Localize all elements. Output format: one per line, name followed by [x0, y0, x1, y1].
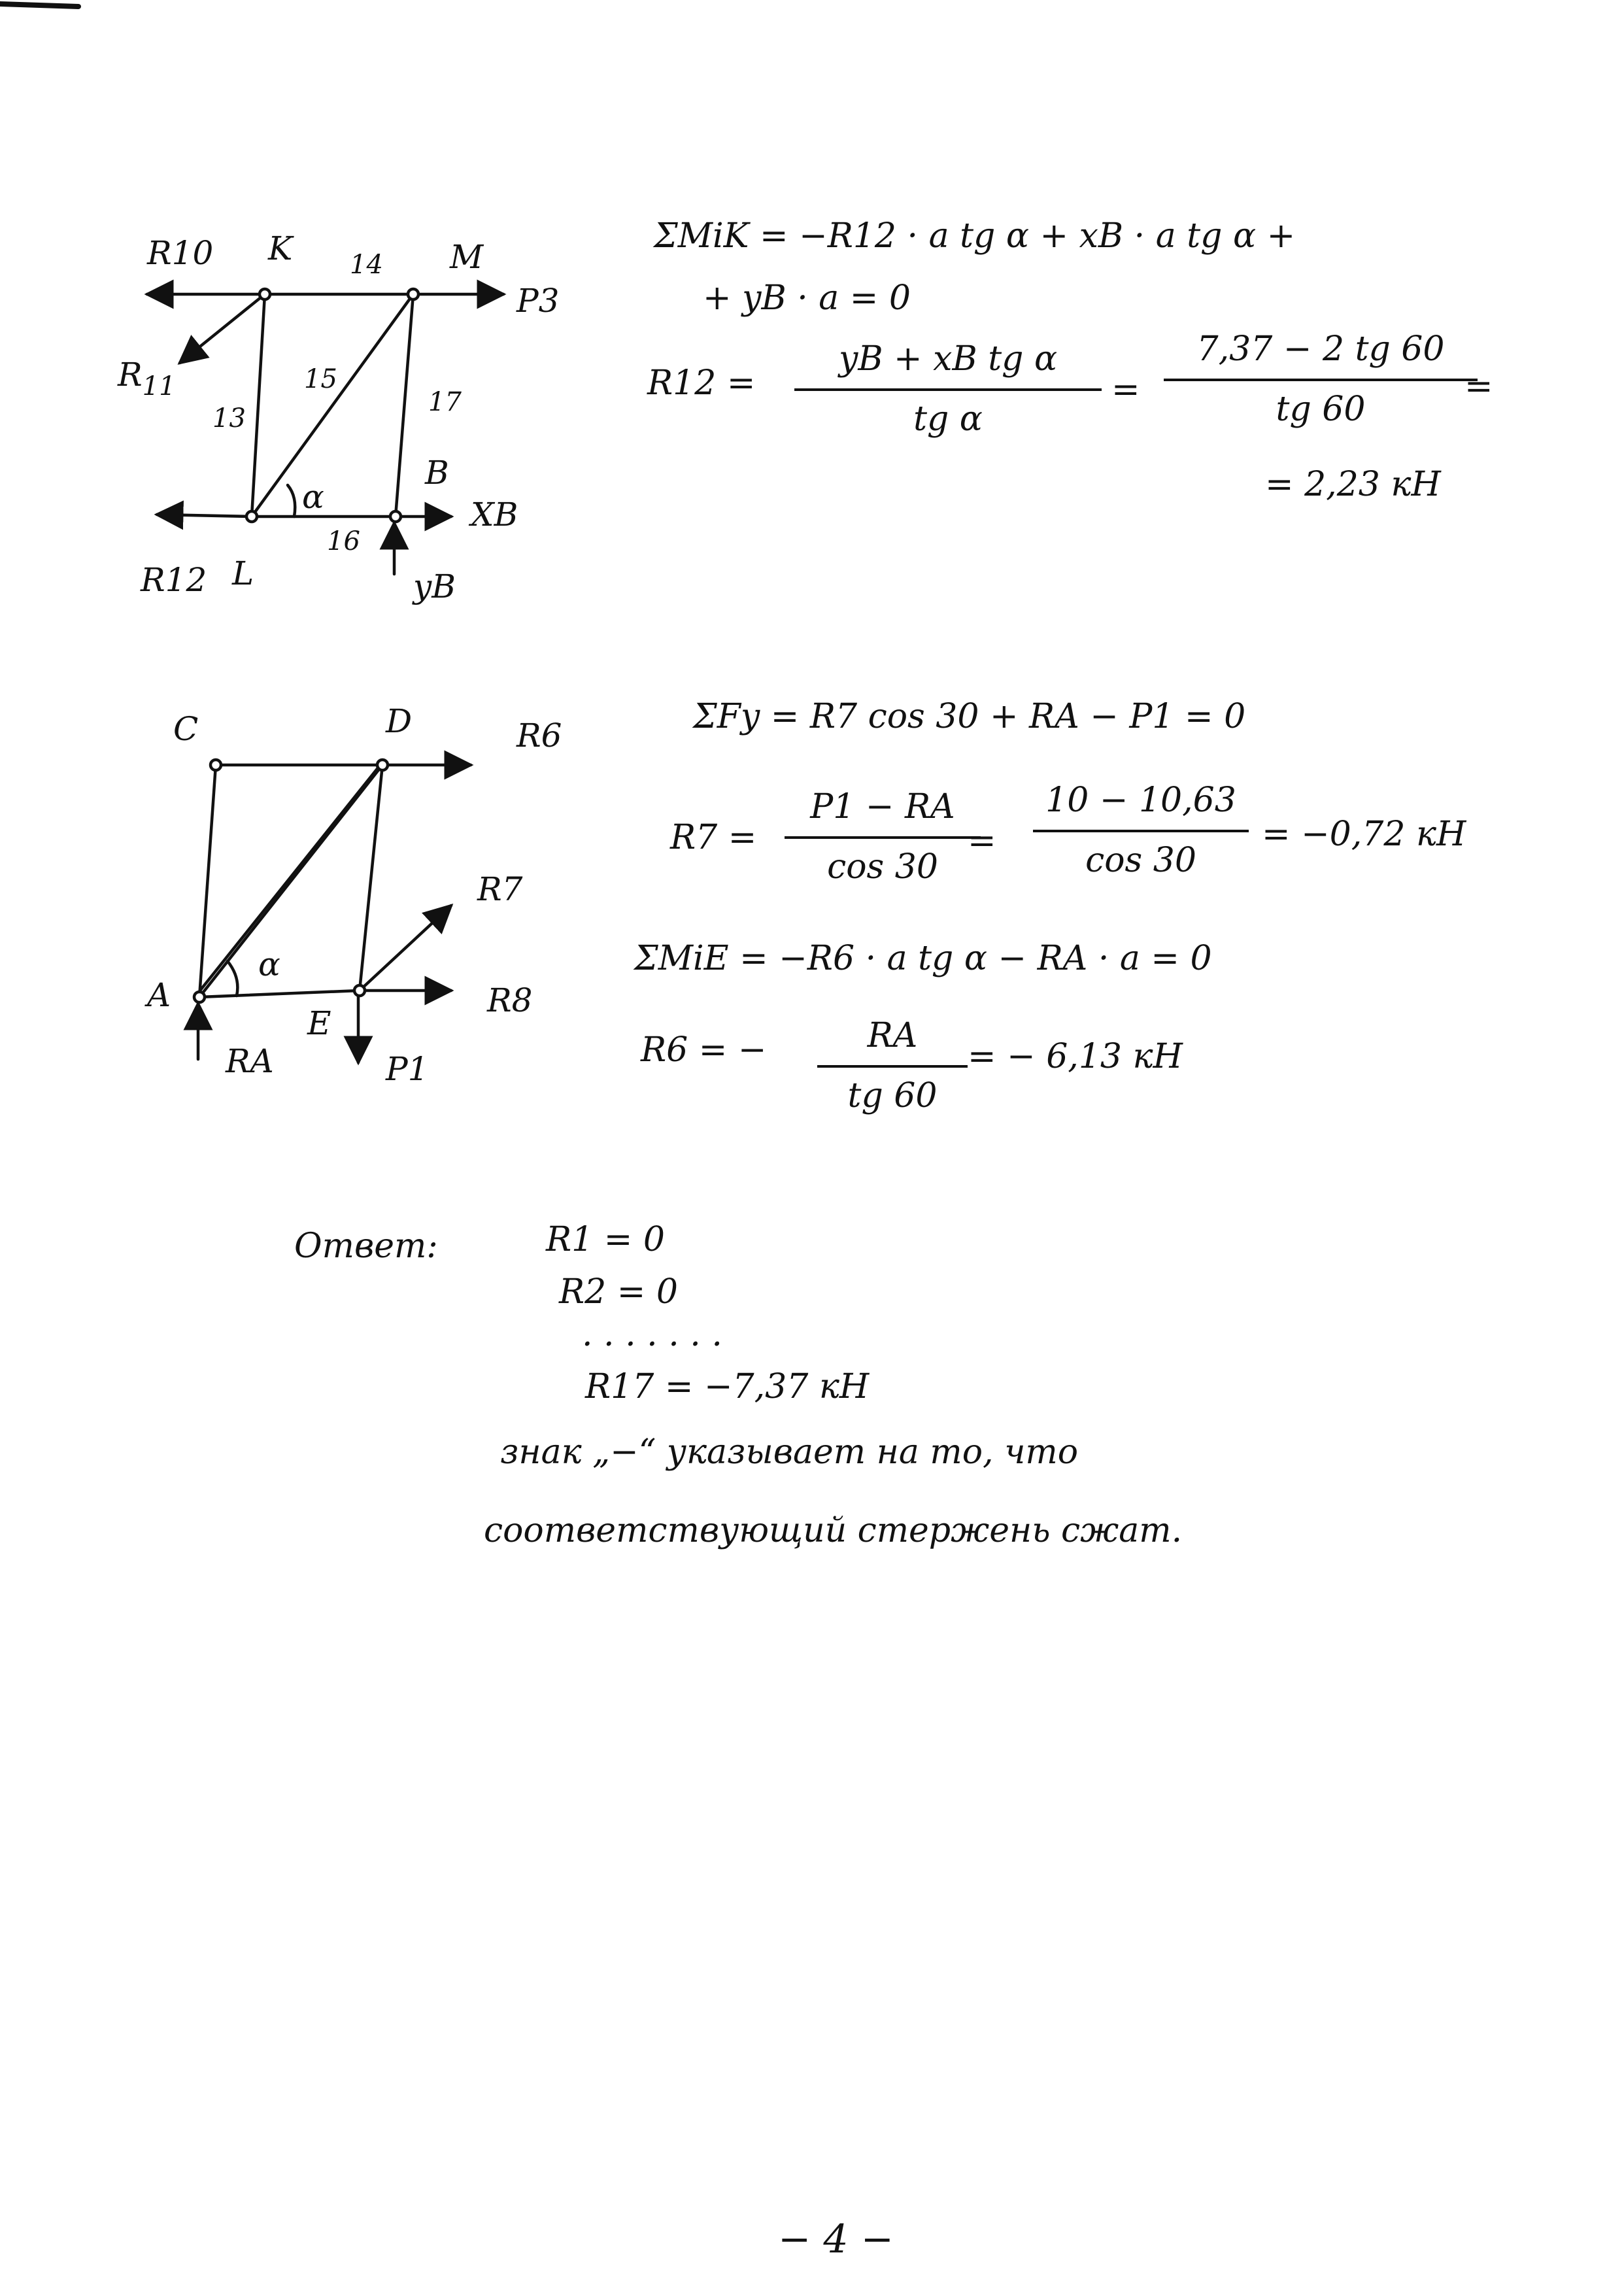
label-A: A — [147, 976, 171, 1014]
answer-heading: Ответ: — [294, 1227, 438, 1266]
fraction-denominator: tg α — [913, 399, 983, 439]
node-L — [246, 511, 257, 522]
bar-DA-double — [197, 766, 379, 994]
node-D — [377, 760, 388, 770]
answer-R17: R17 = −7,37 кН — [585, 1367, 870, 1406]
result-R12: = 2,23 кН — [1265, 465, 1441, 504]
force-R7-arrow — [360, 906, 451, 991]
label-R12: R12 — [141, 561, 207, 599]
node-K — [260, 289, 270, 299]
angle-alpha-arc-2 — [228, 961, 237, 996]
label-R6: R6 — [516, 717, 562, 755]
answer-R1: R1 = 0 — [546, 1220, 665, 1259]
angle-alpha-arc — [288, 485, 295, 517]
node-M — [408, 289, 418, 299]
page-number: − 4 − — [778, 2216, 894, 2262]
label-D: D — [386, 702, 413, 740]
equals-sign: = — [1111, 370, 1140, 409]
answer-note-line2: соответствующий стержень сжат. — [484, 1511, 1183, 1550]
answer-R2: R2 = 0 — [559, 1272, 678, 1312]
label-bar-16: 16 — [327, 526, 360, 556]
equation-R6-lhs: R6 = − — [641, 1030, 767, 1070]
fraction-bar — [817, 1065, 968, 1068]
label-R7: R7 — [477, 870, 523, 908]
truss-diagram-2 — [194, 760, 471, 1062]
label-K: K — [268, 229, 293, 267]
fraction-numerator: yB + xB tg α — [838, 339, 1058, 379]
equation-R7-lhs: R7 = — [670, 818, 757, 857]
equation-sum-moments-E: ΣMiE = −R6 · a tg α − RA · a = 0 — [634, 939, 1212, 978]
fraction-bar — [794, 388, 1102, 391]
bar-DE — [360, 765, 382, 991]
truss-diagram-1 — [147, 289, 503, 574]
node-A — [194, 992, 205, 1002]
label-C: C — [173, 710, 199, 748]
answer-note-line1: знак „−“ указывает на то, что — [500, 1433, 1079, 1472]
equation-sum-forces-y: ΣFy = R7 cos 30 + RA − P1 = 0 — [693, 697, 1246, 736]
bar-17 — [396, 294, 413, 517]
equation-sum-moments-K-cont: + yB · a = 0 — [703, 279, 911, 318]
fraction-bar — [785, 836, 981, 839]
equals-sign: = — [968, 821, 996, 860]
result-R6: = − 6,13 кН — [968, 1037, 1183, 1076]
label-P1: P1 — [386, 1050, 429, 1088]
bar-15 — [252, 294, 413, 517]
force-R12-arrow — [157, 515, 252, 517]
label-alpha-2: α — [258, 945, 280, 983]
result-R7: = −0,72 кН — [1262, 815, 1466, 854]
label-XB: XB — [471, 496, 518, 534]
fraction-numerator: 10 − 10,63 — [1045, 781, 1236, 820]
node-C — [211, 760, 221, 770]
fraction-numerator: P1 − RA — [810, 787, 955, 826]
fraction-denominator: cos 30 — [1085, 840, 1196, 880]
fraction-denominator: tg 60 — [1276, 389, 1366, 429]
label-R8: R8 — [487, 981, 533, 1019]
node-E — [354, 985, 365, 996]
bar-AE — [199, 991, 360, 997]
force-R11-arrow — [180, 294, 265, 363]
label-B: B — [425, 454, 449, 492]
label-bar-14: 14 — [350, 250, 383, 280]
fraction-bar — [1033, 830, 1249, 832]
fraction-R7-numeric — [1033, 781, 1249, 881]
label-bar-15: 15 — [304, 364, 337, 394]
equation-sum-moments-K: ΣMiK = −R12 · a tg α + xB · a tg α + — [654, 216, 1296, 256]
fraction-R7-symbolic — [785, 788, 981, 887]
label-bar-13: 13 — [212, 403, 246, 433]
label-bar-17: 17 — [428, 387, 462, 417]
fraction-numerator: 7,37 − 2 tg 60 — [1196, 330, 1445, 369]
label-E: E — [307, 1004, 331, 1042]
label-alpha-1: α — [302, 478, 324, 516]
label-L: L — [232, 554, 254, 592]
label-M: M — [450, 238, 484, 276]
label-RA: RA — [226, 1042, 274, 1080]
fraction-R6 — [817, 1017, 968, 1116]
fraction-R12-numeric — [1164, 330, 1478, 430]
label-YB: yB — [413, 568, 456, 605]
scan-edge-mark — [0, 4, 78, 7]
label-R10: R10 — [147, 234, 214, 272]
fraction-denominator: cos 30 — [827, 847, 938, 887]
node-B — [390, 511, 401, 522]
equals-sign: = — [1464, 367, 1493, 406]
fraction-bar — [1164, 379, 1478, 381]
bar-13 — [252, 294, 265, 517]
fraction-denominator: tg 60 — [847, 1076, 938, 1115]
fraction-numerator: RA — [867, 1016, 918, 1055]
answer-ellipsis: . . . . . . . — [582, 1315, 722, 1354]
bar-CA — [199, 765, 216, 997]
fraction-R12-symbolic — [794, 340, 1102, 439]
equation-R12-lhs: R12 = — [647, 364, 756, 403]
label-P3: P3 — [516, 282, 560, 320]
label-R11: $R_{11}$ — [118, 356, 176, 401]
